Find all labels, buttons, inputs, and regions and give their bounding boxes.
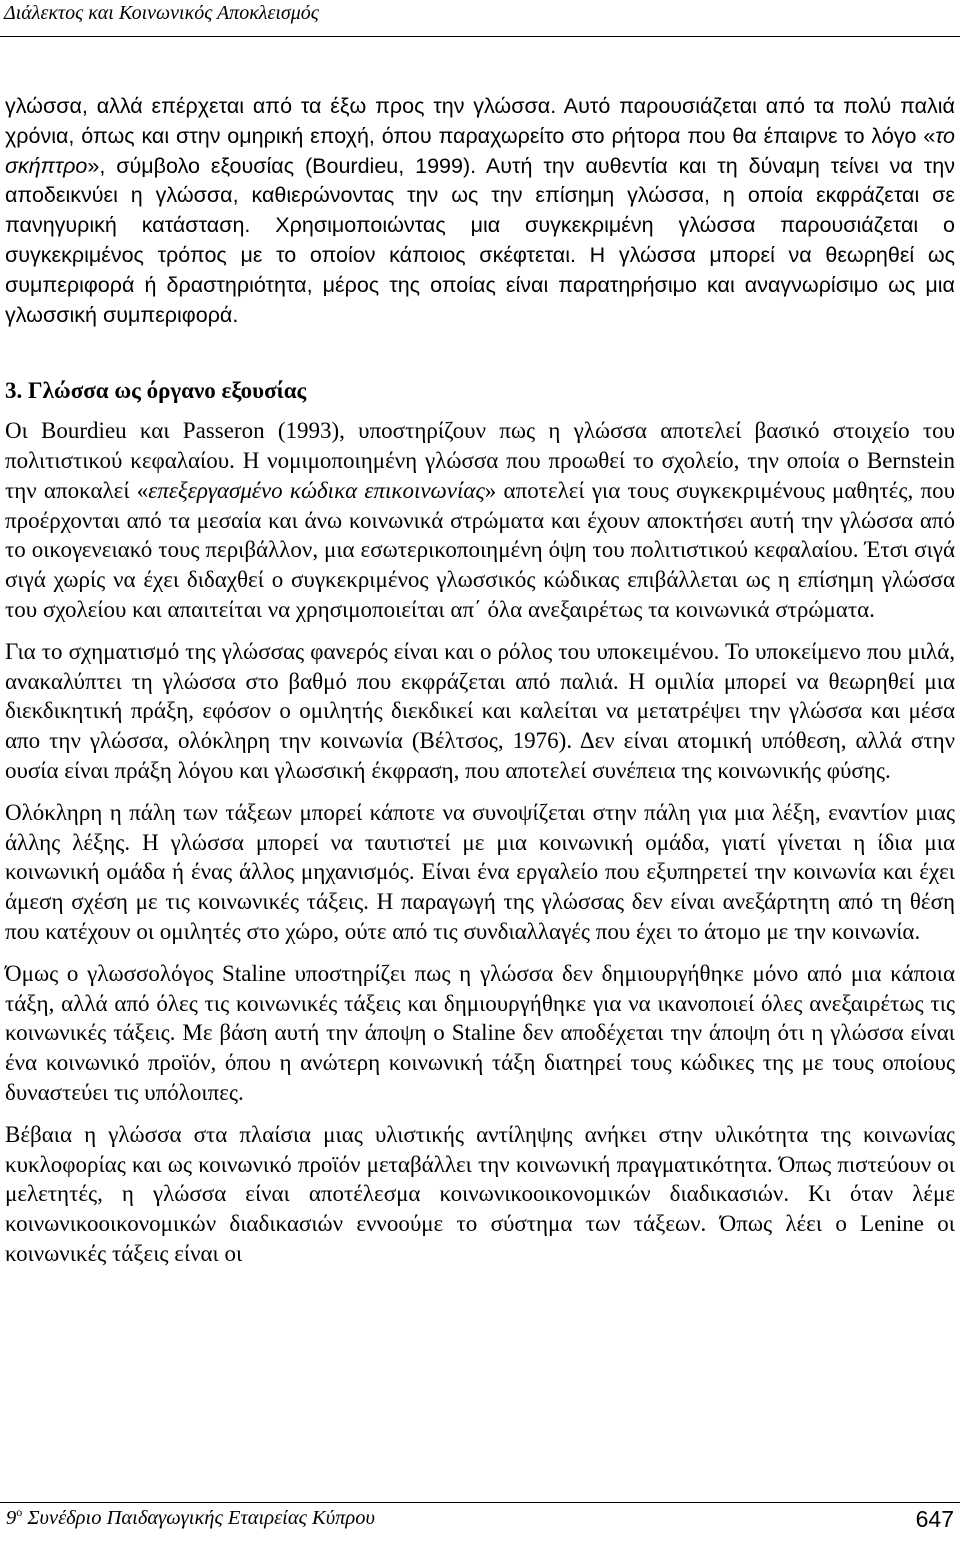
footer-ordinal-number: 9 bbox=[6, 1507, 17, 1529]
paragraph-3: Για το σχηματισμό της γλώσσας φανερός είναι και ο ρόλος του υποκειμένου. Το υποκείμενο που μιλά, ανακαλύπτει τη γλώσσα στο βαθμό που εκφράζεται από παλιά. Η ομιλία μπορεί να θεωρηθεί μια διεκδικητική πράξη, εφόσον ο ομιλητής διεκδικεί και καλείται να μετατρέψει την γλώσσα και μέσα απο την γλώσσα, ολόκληρη την κοινωνία (Βέλτσος, 1976). Δεν είναι ατομική υπόθεση, αλλά στην ουσία είναι πράξη λόγου και γλωσσική έκφραση, που αποτελεί συνέπεια της κοινωνικής φύσης. bbox=[5, 638, 955, 783]
paragraph-2 bbox=[5, 416, 955, 625]
running-header: Διάλεκτος και Κοινωνικός Αποκλεισμός bbox=[4, 2, 319, 24]
footer-rule bbox=[0, 1502, 960, 1503]
paragraph-2-text-a: Οι Bourdieu και Passeron (1993), υποστηρίζουν πως η γλώσσα αποτελεί βασικό στοιχείο του πολιτιστικού κεφαλαίου. Η νομιμοποιημένη γλώσσα που προωθεί το σχολείο, την οποία ο Bernstein την αποκαλεί « bbox=[5, 418, 955, 503]
paragraph-1 bbox=[5, 92, 955, 330]
footer-ordinal-suffix: ο bbox=[16, 1505, 23, 1519]
paragraph-2-emphasis: επεξεργασμένο κώδικα επικοινωνίας bbox=[148, 477, 485, 503]
paragraph-1-text-a: γλώσσα, αλλά επέρχεται από τα έξω προς την γλώσσα. Αυτό παρουσιάζεται από τα πολύ παλιά χρόνια, όπως και στην ομηρική εποχή, όπου παραχωρείτο στο ρήτορα που θα έπαιρνε το λόγο « bbox=[5, 94, 955, 148]
paragraph-5: Όμως ο γλωσσολόγος Staline υποστηρίζει πως η γλώσσα δεν δημιουργήθηκε μόνο από μια κάποια τάξη, αλλά από όλες τις κοινωνικές τάξεις και δημιουργήθηκε για να ικανοποιεί όλες ανεξαιρέτως τις κοινωνικές τάξεις. Με βάση αυτή την άποψη ο Staline δεν αποδέχεται την άποψη ότι η γλώσσα είναι ένα κοινωνικό προϊόν, όπου η ανώτερη κοινωνική τάξη διατηρεί τους κώδικες της με τους οποίους δυναστεύει τις υπόλοιπες. bbox=[5, 960, 955, 1105]
footer-conference-name: Συνέδριο Παιδαγωγικής Εταιρείας Κύπρου bbox=[27, 1507, 375, 1529]
paragraph-4: Ολόκληρη η πάλη των τάξεων μπορεί κάποτε να συνοψίζεται στην πάλη για μια λέξη, εναντίον μιας άλλης λέξης. Η γλώσσα μπορεί να ταυτιστεί με μια κοινωνική ομάδα, γιατί γίνεται η ίδια μια κοινωνική ομάδα ή ένας άλλος μηχανισμός. Είναι ένα εργαλείο που εξυπηρετεί την κοινωνία και έχει άμεση σχέση με τις κοινωνικές τάξεις. Η παραγωγή της γλώσσας δεν είναι ανεξάρτητη από τη θέση που κατέχουν οι ομιλητές στο χώρο, ούτε από τις συνδιαλλαγές που έχει το άτομο με την κοινωνία. bbox=[5, 799, 955, 944]
paragraph-2-text-c: » αποτελεί για τους συγκεκριμένους μαθητές, που προέρχονται από τα μεσαία και άνω κοινωνικά στρώματα και έχουν αποκτήσει αυτή την γλώσσα από το οικογενειακό τους περιβάλλον, μια εσωτερικοποιημένη όψη του πολιτιστικού κεφαλαίου. Έτσι σιγά σιγά χωρίς να έχει διδαχθεί ο συγκεκριμένος γλωσσικός κώδικας επιβάλλεται ως η επίσημη γλώσσα του σχολείου και απαιτείται να χρησιμοποιείται απ΄ όλα ανεξαιρέτως τα κοινωνικά στρώματα. bbox=[5, 477, 955, 622]
paragraph-6: Βέβαια η γλώσσα στα πλαίσια μιας υλιστικής αντίληψης ανήκει στην υλικότητα της κοινωνίας κυκλοφορίας και ως κοινωνικό προϊόν μεταβάλλει την κοινωνική πραγματικότητα. Όπως πιστεύουν οι μελετητές, η γλώσσα είναι αποτέλεσμα κοινωνικοοικονομικών διαδικασιών. Κι όταν λέμε κοινωνικοοικονομικών διαδικασιών εννοούμε το σύστημα των τάξεων. Όπως λέει ο Lenine οι κοινωνικές τάξεις είναι οι bbox=[5, 1121, 955, 1266]
paragraph-1-emphasis: το σκήπτρο bbox=[5, 123, 955, 178]
paragraph-1-text-c: », σύμβολο εξουσίας (Bourdieu, 1999). Αυτή την αυθεντία και τη δύναμη τείνει να την αποδεικνύει η γλώσσα, καθιερώνοντας την ως την επίσημη γλώσσα, η οποία εκφράζεται σε πανηγυρική κατάσταση. Χρησιμοποιώντας μια συγκεκριμένη γλώσσα παρουσιάζεται ο συγκεκριμένος τρόπος με το οποίον κάποιος σκέφτεται. Η γλώσσα μπορεί να θεωρηθεί ως συμπεριφορά ή δραστηριότητα, μέρος της οποίας είναι παρατηρήσιμο και αναγνωρίσιμο ως μια γλωσσική συμπεριφορά. bbox=[5, 153, 955, 327]
footer-conference bbox=[6, 1505, 375, 1530]
header-rule bbox=[0, 36, 960, 37]
document-body bbox=[5, 92, 955, 1269]
page-number: 647 bbox=[915, 1506, 954, 1532]
section-heading: 3. Γλώσσα ως όργανο εξουσίας bbox=[5, 378, 307, 404]
